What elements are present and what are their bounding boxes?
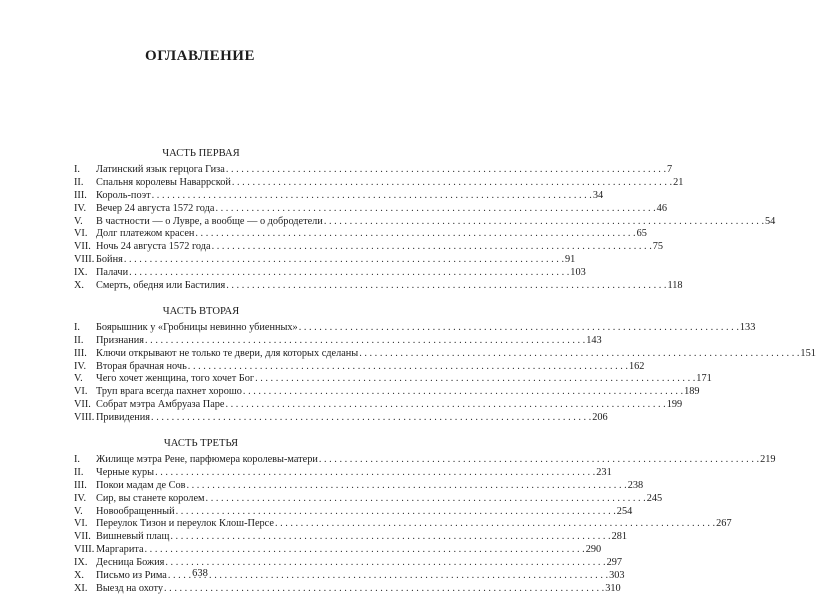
chapter-page-number: 118 <box>667 280 683 292</box>
chapter-number: III. <box>74 479 87 491</box>
dot-leader <box>164 583 604 596</box>
chapter-label <box>74 164 225 177</box>
chapter-label <box>74 335 144 348</box>
chapter-number: V. <box>74 215 83 227</box>
chapter-title: Переулок Тизон и переулок Клош-Персе <box>96 518 274 530</box>
chapter-title: Письмо из Рима <box>96 570 167 582</box>
dot-leader <box>145 544 585 557</box>
dot-leader <box>215 203 655 216</box>
chapter-page-number: 290 <box>585 544 602 556</box>
chapter-label <box>74 177 231 190</box>
toc-entry[interactable] <box>74 531 628 544</box>
chapter-label <box>74 386 242 399</box>
chapter-number: III. <box>74 189 87 201</box>
chapter-number: VII. <box>74 399 91 411</box>
dot-leader <box>324 216 764 229</box>
part-heading: ЧАСТЬ ВТОРАЯ <box>162 305 240 317</box>
chapter-label <box>74 373 254 386</box>
chapter-page-number: 7 <box>667 164 673 175</box>
page-title: ОГЛАВЛЕНИЕ <box>145 48 255 64</box>
chapter-number: II. <box>74 334 84 346</box>
chapter-number: II. <box>74 176 84 188</box>
chapter-number: IX. <box>74 557 88 569</box>
chapter-number: VI. <box>74 228 88 240</box>
toc-entry[interactable] <box>74 479 644 493</box>
chapter-number: VII. <box>74 241 91 253</box>
chapter-label <box>74 480 185 493</box>
chapter-page-number: 34 <box>592 189 604 201</box>
chapter-title: Покои мадам де Сов <box>96 479 186 491</box>
toc-entry[interactable] <box>74 360 645 374</box>
dot-leader <box>186 480 626 493</box>
chapter-label <box>74 267 128 280</box>
chapter-label <box>74 322 298 335</box>
part-heading: ЧАСТЬ ТРЕТЬЯ <box>163 438 239 450</box>
chapter-number: VI. <box>74 518 88 530</box>
chapter-title: Смерть, обедня или Бастилия <box>96 280 226 292</box>
toc-entry[interactable] <box>74 492 663 506</box>
toc-entry[interactable] <box>74 254 576 267</box>
chapter-label <box>74 583 163 596</box>
dot-leader <box>226 164 666 177</box>
chapter-title: Собрат мэтра Амбруаза Паре <box>96 399 225 411</box>
chapter-title: Десница Божия <box>96 557 165 569</box>
chapter-label <box>74 467 154 480</box>
chapter-title: Спальня королевы Наваррской <box>96 176 231 188</box>
chapter-title: Латинский язык герцога Гиза <box>96 164 225 175</box>
toc-entry[interactable] <box>74 267 586 280</box>
toc-entry[interactable] <box>74 454 776 467</box>
chapter-number: IV. <box>74 202 87 214</box>
chapter-page-number: 189 <box>684 386 700 398</box>
chapter-number: IX. <box>74 267 88 279</box>
chapter-title: Ночь 24 августа 1572 года <box>96 241 211 253</box>
chapter-page-number: 46 <box>656 202 667 214</box>
chapter-page-number: 21 <box>673 176 684 188</box>
dot-leader <box>212 241 652 254</box>
chapter-number: VIII. <box>74 254 95 266</box>
toc-entry[interactable] <box>74 176 684 190</box>
toc-entry[interactable] <box>74 334 602 348</box>
chapter-page-number: 65 <box>636 228 647 240</box>
chapter-label <box>74 544 144 557</box>
chapter-number: II. <box>74 466 84 478</box>
toc-entry[interactable] <box>74 202 667 216</box>
chapter-title: Палачи <box>96 267 129 279</box>
chapter-title: Боярышник у «Гробницы невинно убиенных» <box>96 321 298 333</box>
chapter-page-number: 54 <box>765 215 776 227</box>
dot-leader <box>170 531 610 544</box>
chapter-number: X. <box>74 570 85 582</box>
chapter-label <box>74 203 214 216</box>
chapter-page-number: 303 <box>609 570 625 582</box>
dot-leader <box>255 373 695 386</box>
dot-leader <box>124 254 564 267</box>
dot-leader <box>232 177 672 190</box>
dot-leader <box>359 348 799 361</box>
chapter-label <box>74 216 323 229</box>
chapter-number: VIII. <box>74 544 95 556</box>
dot-leader <box>226 399 666 412</box>
chapter-page-number: 133 <box>739 321 756 333</box>
chapter-page-number: 75 <box>652 241 664 253</box>
chapter-title: Жилище мэтра Рене, парфюмера королевы-матери <box>96 454 318 466</box>
chapter-page-number: 103 <box>570 267 586 279</box>
chapter-label <box>74 348 358 361</box>
toc-entry[interactable] <box>74 228 647 241</box>
toc-entry[interactable] <box>74 373 712 386</box>
dot-leader <box>226 280 666 293</box>
chapter-label <box>74 412 150 425</box>
toc-part <box>74 148 776 293</box>
chapter-number: XI. <box>74 582 88 594</box>
chapter-number: I. <box>74 321 81 333</box>
chapter-number: V. <box>74 505 83 517</box>
chapter-label <box>74 280 225 293</box>
chapter-title: Вторая брачная ночь <box>96 360 187 372</box>
toc-entry[interactable] <box>74 241 664 254</box>
dot-leader <box>152 190 592 203</box>
toc-entry[interactable] <box>74 321 756 335</box>
chapter-title: Привидения <box>96 412 151 424</box>
toc-entry[interactable] <box>74 215 776 229</box>
dot-leader <box>195 228 635 241</box>
chapter-page-number: 238 <box>627 479 644 491</box>
chapter-title: Вечер 24 августа 1572 года <box>96 202 215 214</box>
chapter-title: Вишневый плащ <box>96 531 170 543</box>
dot-leader <box>188 361 628 374</box>
chapter-label <box>74 254 123 267</box>
chapter-label <box>74 190 151 203</box>
chapter-label <box>74 361 187 374</box>
chapter-title: Ключи открывают не только те двери, для которых сделаны <box>96 347 359 359</box>
chapter-label <box>74 454 318 467</box>
dot-leader <box>299 322 739 335</box>
chapter-title: Признания <box>96 334 145 346</box>
chapter-number: III. <box>74 347 87 359</box>
chapter-title: Сир, вы станете королем <box>96 492 205 504</box>
chapter-title: Чего хочет женщина, того хочет Бог <box>96 373 255 385</box>
dot-leader <box>145 335 585 348</box>
chapter-label <box>74 241 211 254</box>
page-number: 638 <box>192 568 208 579</box>
dot-leader <box>206 493 646 506</box>
chapter-title: В частности — о Лувре, а вообще — о добродетели <box>96 215 323 227</box>
chapter-label <box>74 531 169 544</box>
chapter-number: IV. <box>74 492 87 504</box>
toc-entry[interactable] <box>74 505 633 519</box>
toc-entry[interactable] <box>74 518 732 531</box>
dot-leader <box>151 412 591 425</box>
dot-leader <box>155 467 595 480</box>
chapter-label <box>74 506 175 519</box>
toc-entry[interactable] <box>74 164 673 177</box>
chapter-page-number: 199 <box>666 399 683 411</box>
chapter-number: IV. <box>74 360 87 372</box>
toc-entry[interactable] <box>74 412 608 425</box>
chapter-label <box>74 493 205 506</box>
chapter-number: V. <box>74 373 83 385</box>
chapter-page-number: 219 <box>760 454 776 466</box>
chapter-number: VII. <box>74 531 91 543</box>
chapter-number: I. <box>74 164 81 175</box>
toc-part <box>74 305 816 425</box>
chapter-number: I. <box>74 454 81 466</box>
chapter-label <box>74 399 225 412</box>
toc-entry[interactable] <box>74 189 604 203</box>
toc-entry[interactable] <box>74 347 816 361</box>
chapter-page-number: 231 <box>596 466 612 478</box>
toc-entry[interactable] <box>74 399 683 412</box>
dot-leader <box>243 386 683 399</box>
toc-entry[interactable] <box>74 582 621 596</box>
dot-leader <box>319 454 759 467</box>
chapter-number: X. <box>74 280 85 292</box>
chapter-title: Выезд на охоту <box>96 582 164 594</box>
chapter-page-number: 143 <box>586 334 602 346</box>
chapter-page-number: 254 <box>616 505 633 517</box>
chapter-label <box>74 228 194 241</box>
dot-leader <box>275 518 715 531</box>
chapter-page-number: 151 <box>800 347 816 359</box>
table-of-contents <box>74 148 816 596</box>
dot-leader <box>176 506 616 519</box>
toc-entry[interactable] <box>74 544 602 557</box>
chapter-title: Маргарита <box>96 544 144 556</box>
toc-entry[interactable] <box>74 386 700 399</box>
chapter-page-number: 297 <box>606 557 623 569</box>
chapter-title: Новообращенный <box>96 505 175 517</box>
chapter-title: Король-поэт <box>96 189 151 201</box>
chapter-page-number: 281 <box>611 531 628 543</box>
chapter-title: Труп врага всегда пахнет хорошо <box>96 386 242 398</box>
part-heading: ЧАСТЬ ПЕРВАЯ <box>162 148 240 159</box>
chapter-page-number: 171 <box>696 373 712 385</box>
chapter-page-number: 91 <box>565 254 576 266</box>
chapter-page-number: 267 <box>716 518 732 530</box>
dot-leader <box>129 267 569 280</box>
chapter-page-number: 162 <box>629 360 645 372</box>
chapter-title: Долг платежом красен <box>96 228 195 240</box>
toc-entry[interactable] <box>74 280 683 293</box>
chapter-number: VI. <box>74 386 88 398</box>
chapter-page-number: 206 <box>592 412 608 424</box>
chapter-title: Бойня <box>96 254 123 266</box>
chapter-page-number: 310 <box>605 582 621 594</box>
chapter-label <box>74 518 274 531</box>
chapter-number: VIII. <box>74 412 95 424</box>
chapter-title: Черные куры <box>96 466 155 478</box>
toc-entry[interactable] <box>74 466 612 480</box>
chapter-page-number: 245 <box>646 492 663 504</box>
